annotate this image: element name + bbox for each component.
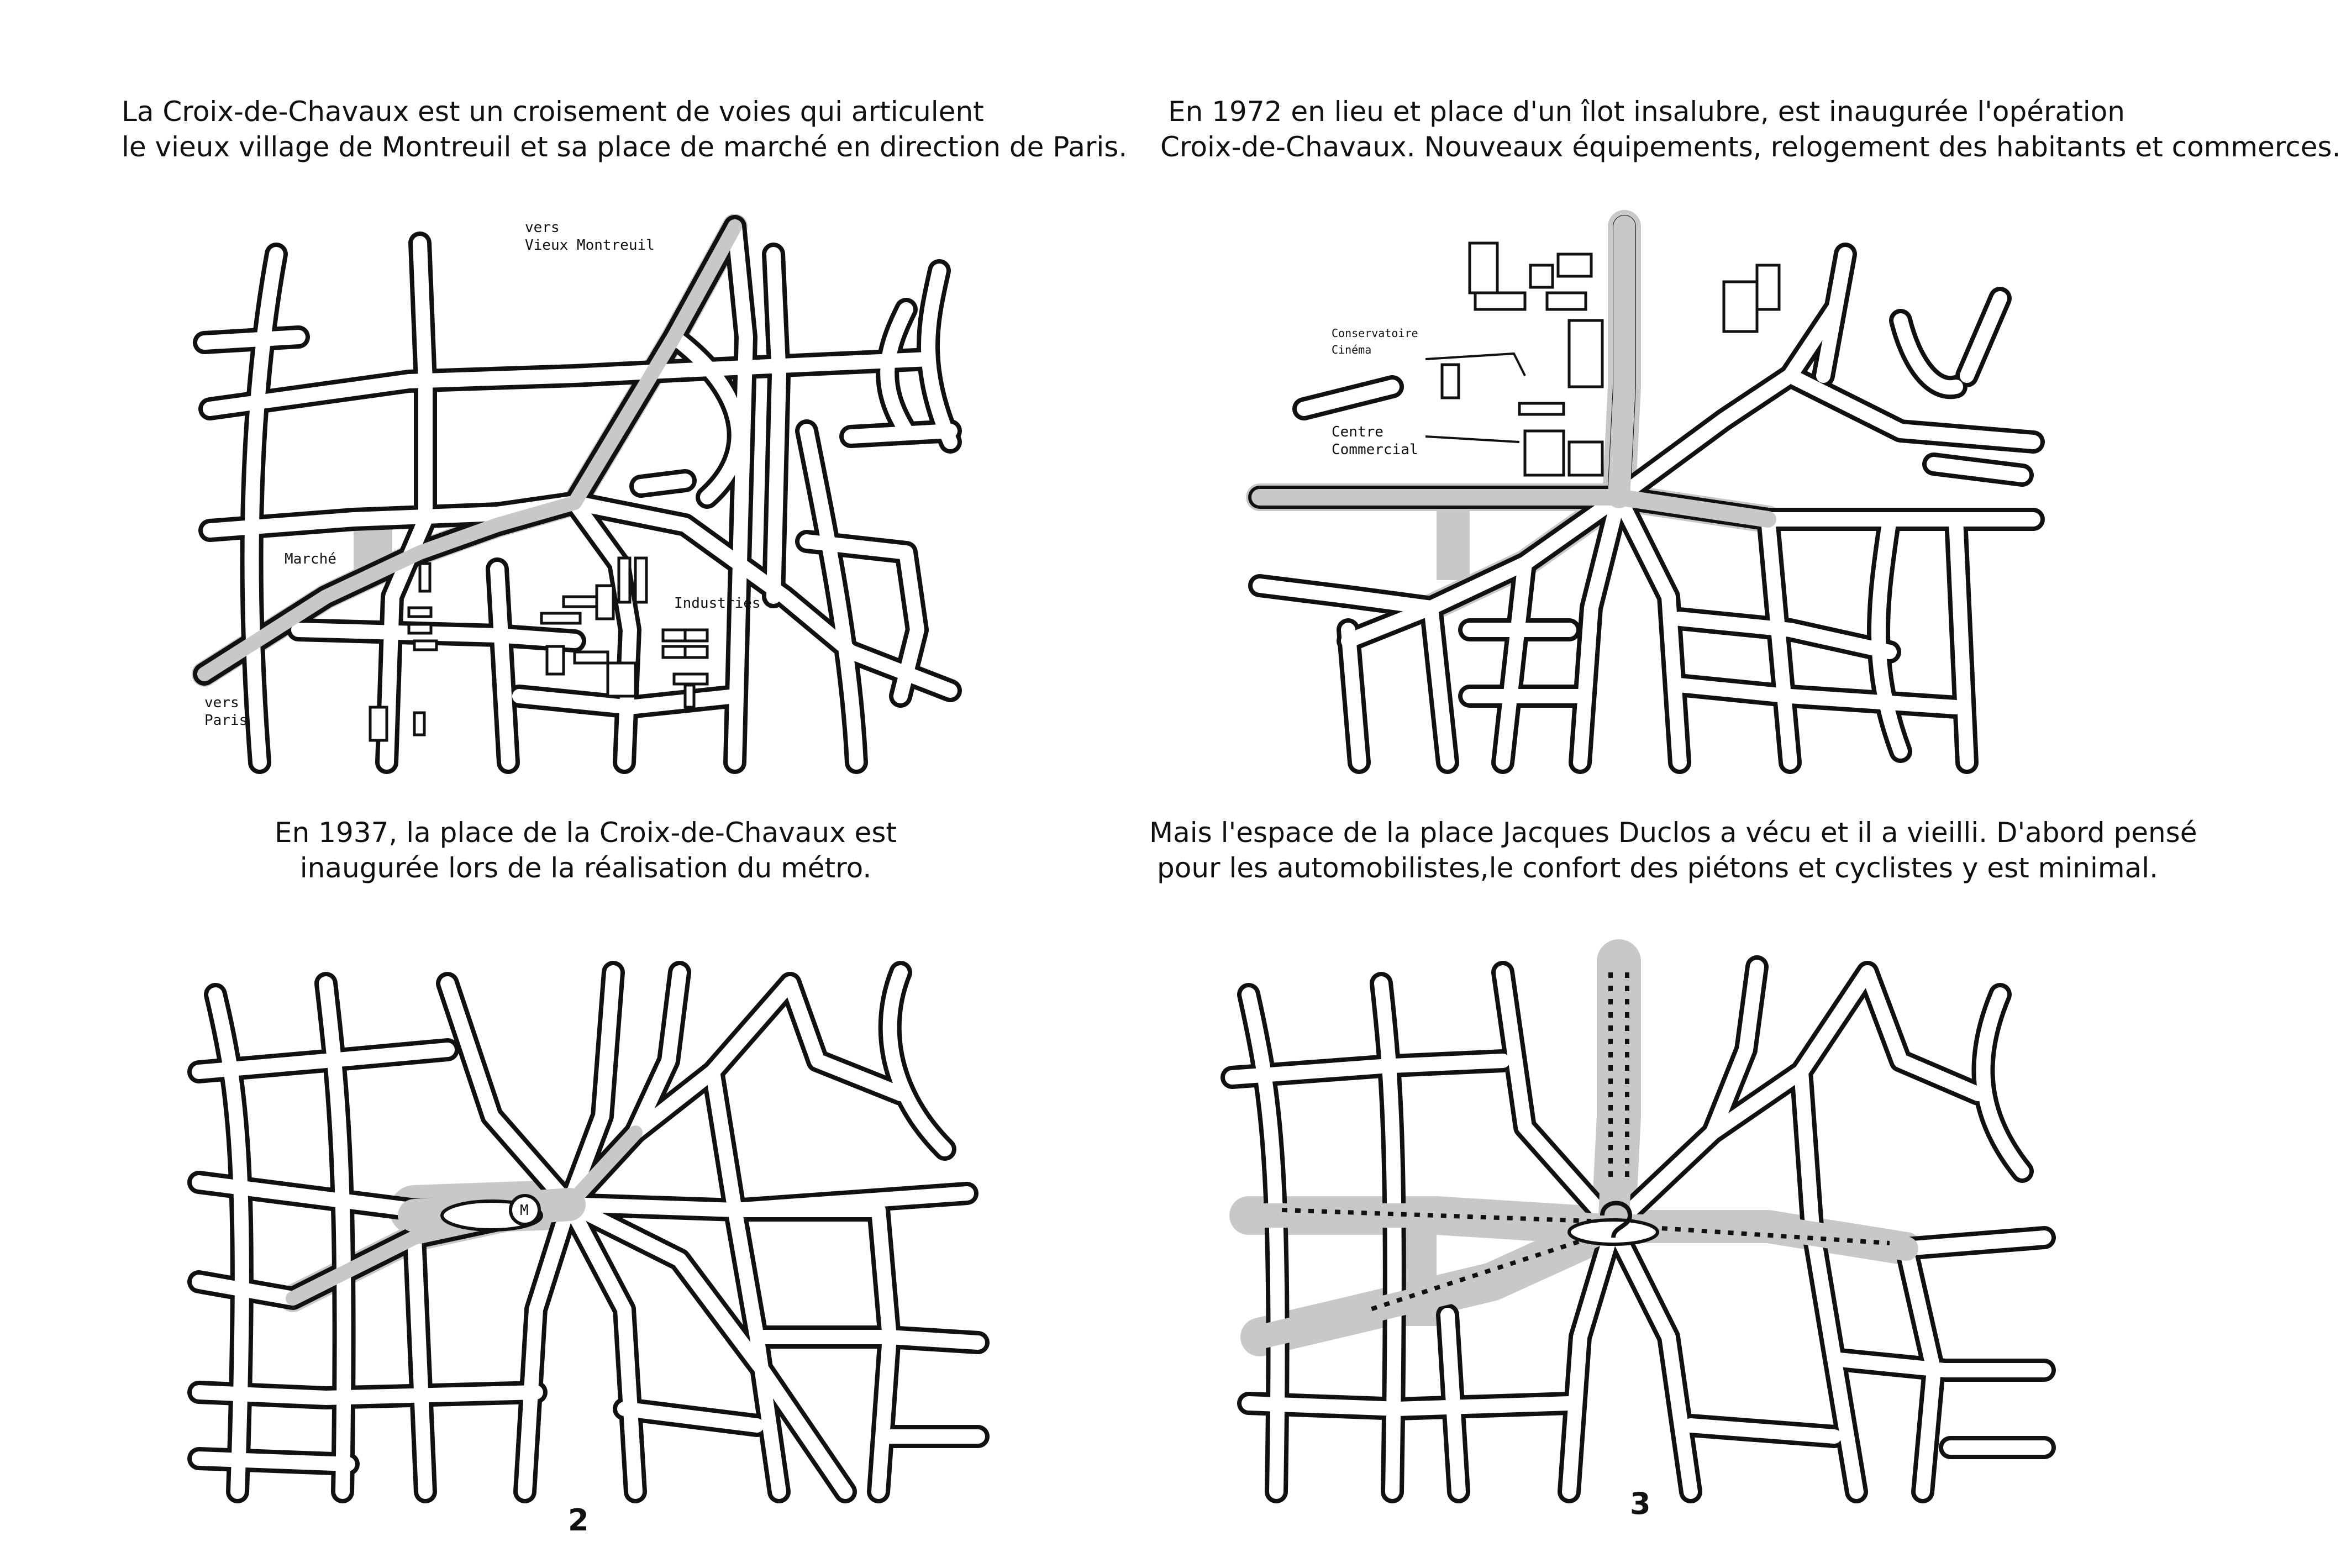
map-1972-operation bbox=[1238, 210, 2044, 768]
page-number-right: 3 bbox=[1630, 1486, 1651, 1521]
buildings-1972 bbox=[1425, 243, 1779, 475]
caption-top-right-line1: En 1972 en lieu et place d'un îlot insalubre, est inaugurée l'opération bbox=[1168, 96, 2125, 128]
label-centre: Centre bbox=[1332, 424, 1383, 440]
label-vers-paris-2: Paris bbox=[204, 712, 248, 729]
metro-sign-letter: M bbox=[520, 1202, 529, 1219]
label-conservatoire: Conservatoire bbox=[1332, 327, 1418, 340]
street-network-inner bbox=[1260, 227, 2033, 762]
label-commercial: Commercial bbox=[1332, 441, 1418, 458]
map-1937-metro bbox=[182, 950, 983, 1503]
caption-top-right bbox=[1160, 94, 2341, 165]
label-marche: Marché bbox=[285, 551, 336, 567]
label-vers-montreuil-2: Vieux Montreuil bbox=[525, 237, 655, 254]
map-1972-operation-svg bbox=[1238, 210, 2044, 768]
caption-top-left bbox=[122, 94, 1128, 165]
label-industries: Industries bbox=[674, 595, 761, 612]
caption-top-left-line2: le vieux village de Montreuil et sa place de marché en direction de Paris. bbox=[122, 131, 1128, 163]
caption-bottom-left bbox=[166, 815, 1006, 886]
caption-top-right-line2: Croix-de-Chavaux. Nouveaux équipements, relogement des habitants et commerces. bbox=[1160, 131, 2341, 163]
caption-bottom-left-line2: inaugurée lors de la réalisation du métro. bbox=[299, 852, 872, 884]
label-vers-paris-1: vers bbox=[204, 694, 239, 711]
caption-top-left-line1: La Croix-de-Chavaux est un croisement de voies qui articulent bbox=[122, 96, 984, 128]
caption-bottom-right-line1: Mais l'espace de la place Jacques Duclos a vécu et il a vieilli. D'abord pensé bbox=[1149, 817, 2197, 849]
map-original-crossroads bbox=[188, 210, 972, 774]
map-place-jacques-duclos-svg bbox=[1216, 950, 2055, 1503]
square-west bbox=[1437, 497, 1470, 580]
map-1937-metro-svg bbox=[182, 950, 983, 1503]
map-place-jacques-duclos bbox=[1216, 950, 2055, 1503]
caption-bottom-right-line2: pour les automobilistes,le confort des piétons et cyclistes y est minimal. bbox=[1157, 852, 2158, 884]
caption-bottom-left-line1: En 1937, la place de la Croix-de-Chavaux est bbox=[275, 817, 897, 849]
map-original-crossroads-svg bbox=[188, 210, 972, 774]
label-vers-montreuil-1: vers bbox=[525, 219, 560, 236]
label-cinema: Cinéma bbox=[1332, 343, 1372, 356]
caption-bottom-right bbox=[1149, 815, 2197, 886]
page-number-left: 2 bbox=[568, 1503, 589, 1538]
